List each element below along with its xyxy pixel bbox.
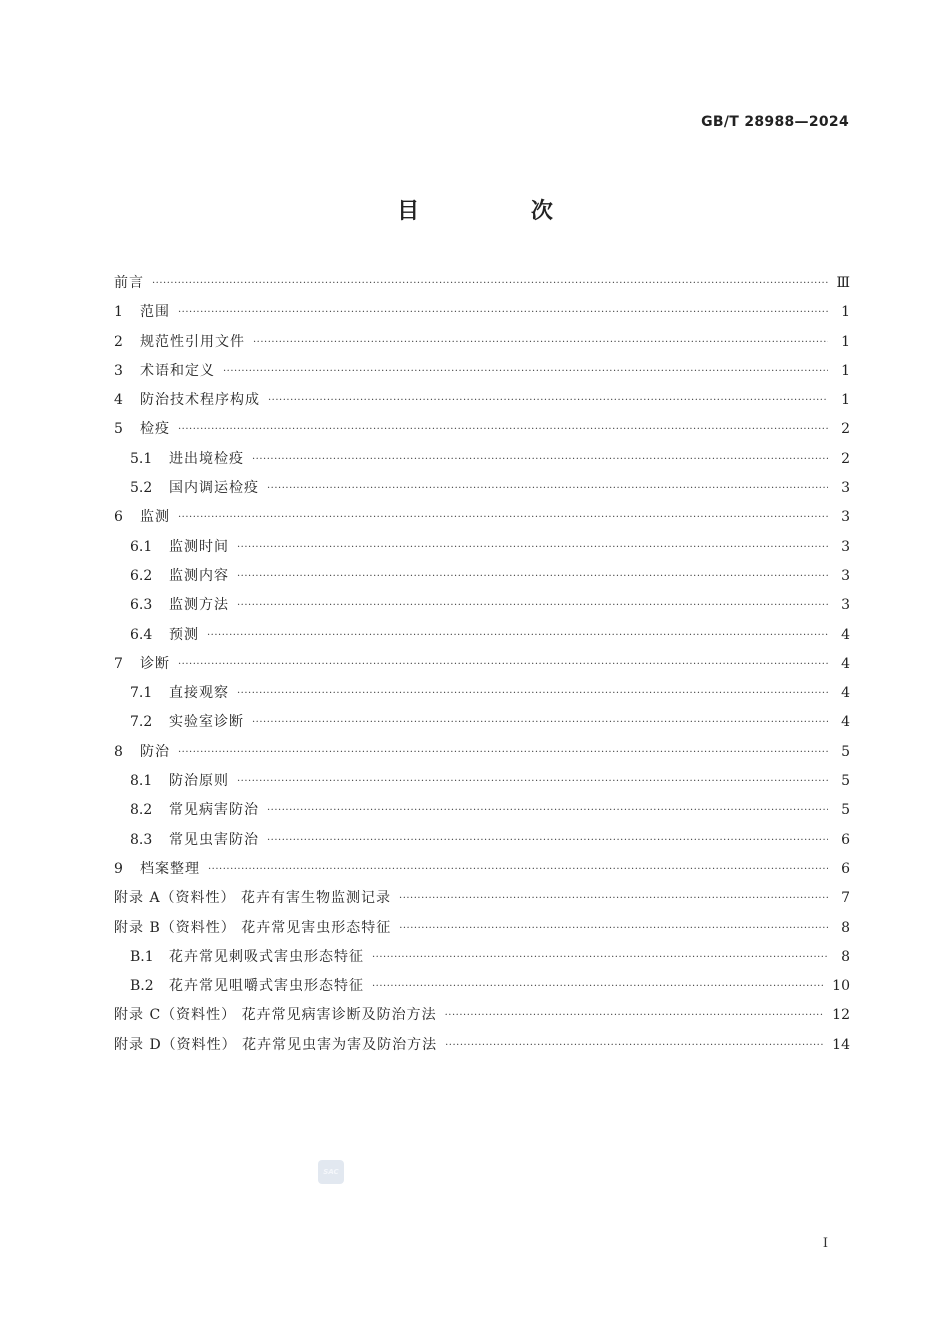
toc-entry-number: 6.4 <box>130 626 153 643</box>
toc-entry[interactable] <box>114 708 850 737</box>
toc-entry-number: 8.2 <box>130 802 153 819</box>
toc-entry-page: 6 <box>841 831 850 848</box>
toc-leader-dots <box>237 562 828 591</box>
toc-entry-title: 术语和定义 <box>140 362 215 379</box>
toc-entry-page: 3 <box>841 509 850 526</box>
toc-leader-dots <box>208 855 828 884</box>
toc-entry-number: 5.2 <box>130 480 153 497</box>
toc-entry-number: 6.2 <box>130 567 153 584</box>
toc-entry-title: 常见虫害防治 <box>169 831 259 848</box>
toc-entry-title: 范围 <box>140 304 170 321</box>
toc-entry-title: 防治 <box>140 743 170 760</box>
toc-entry[interactable] <box>114 474 850 503</box>
toc-entry-title: 国内调运检疫 <box>169 480 259 497</box>
toc-entry-page: 6 <box>841 860 850 877</box>
toc-leader-dots <box>178 650 828 679</box>
toc-entry[interactable] <box>114 562 850 591</box>
toc-entry[interactable] <box>114 415 850 444</box>
toc-entry-title: 附录 C（资料性） 花卉常见病害诊断及防治方法 <box>114 1007 437 1024</box>
toc-entry-number: 5 <box>114 421 123 438</box>
toc-leader-dots <box>152 269 828 298</box>
toc-entry[interactable] <box>114 621 850 650</box>
toc-entry-number: 7 <box>114 655 123 672</box>
toc-entry-page: Ⅲ <box>836 275 850 291</box>
toc-entry-title: 附录 B（资料性） 花卉常见害虫形态特征 <box>114 919 392 936</box>
toc-entry-number: 5.1 <box>130 450 153 467</box>
toc-entry-title: 诊断 <box>140 655 170 672</box>
toc-entry-title: 档案整理 <box>140 860 200 877</box>
standard-code: GB/T 28988—2024 <box>701 114 849 130</box>
page-number: I <box>822 1236 828 1251</box>
toc-entry-title: 附录 D（资料性） 花卉常见虫害为害及防治方法 <box>114 1036 438 1053</box>
toc-entry-title: 花卉常见咀嚼式害虫形态特征 <box>169 978 364 995</box>
toc-leader-dots <box>178 503 828 532</box>
toc-entry[interactable] <box>114 1031 850 1060</box>
sac-watermark-logo: SAC <box>318 1160 344 1184</box>
toc-leader-dots <box>372 972 824 1001</box>
toc-entry[interactable] <box>114 767 850 796</box>
toc-entry-page: 12 <box>832 1007 850 1024</box>
toc-leader-dots <box>399 884 828 913</box>
toc-entry-page: 5 <box>841 773 850 790</box>
toc-entry[interactable] <box>114 884 850 913</box>
toc-leader-dots <box>372 943 828 972</box>
toc-leader-dots <box>445 1001 825 1030</box>
toc-entry[interactable] <box>114 855 850 884</box>
toc-entry-page: 8 <box>841 948 850 965</box>
toc-entry-title: 监测 <box>140 509 170 526</box>
toc-entry[interactable] <box>114 357 850 386</box>
toc-entry-title: 规范性引用文件 <box>140 333 245 350</box>
toc-leader-dots <box>178 298 828 327</box>
toc-leader-dots <box>268 386 828 415</box>
toc-entry-number: 8.3 <box>130 831 153 848</box>
toc-entry[interactable] <box>114 269 850 298</box>
toc-entry[interactable] <box>114 650 850 679</box>
toc-leader-dots <box>267 826 828 855</box>
toc-entry-page: 1 <box>841 333 850 350</box>
toc-entry-page: 4 <box>841 626 850 643</box>
toc-entry[interactable] <box>114 445 850 474</box>
toc-entry-page: 3 <box>841 567 850 584</box>
toc-leader-dots <box>237 679 828 708</box>
toc-leader-dots <box>252 445 828 474</box>
toc-entry[interactable] <box>114 679 850 708</box>
toc-entry-number: 2 <box>114 333 123 350</box>
toc-entry-title: 花卉常见刺吸式害虫形态特征 <box>169 948 364 965</box>
toc-entry-title: 防治原则 <box>169 773 229 790</box>
toc-entry-title: 监测时间 <box>169 538 229 555</box>
toc-entry-page: 1 <box>841 392 850 409</box>
toc-entry[interactable] <box>114 503 850 532</box>
toc-entry-title: 前言 <box>114 275 144 291</box>
toc-entry[interactable] <box>114 1001 850 1030</box>
toc-entry-number: 1 <box>114 304 123 321</box>
toc-entry-title: 监测内容 <box>169 567 229 584</box>
page-title: 目 次 <box>397 199 605 224</box>
toc-entry-page: 2 <box>841 450 850 467</box>
toc-entry-number: 3 <box>114 362 123 379</box>
toc-entry[interactable] <box>114 533 850 562</box>
toc-entry-page: 8 <box>841 919 850 936</box>
toc-entry-title: 实验室诊断 <box>169 714 244 731</box>
toc-leader-dots <box>237 591 828 620</box>
toc-entry-page: 3 <box>841 538 850 555</box>
toc-entry-number: 6.3 <box>130 597 153 614</box>
toc-entry-number: 6.1 <box>130 538 153 555</box>
toc-leader-dots <box>267 796 828 825</box>
toc-entry-number: 8.1 <box>130 773 153 790</box>
toc-leader-dots <box>178 415 828 444</box>
toc-entry-number: B.2 <box>130 978 154 995</box>
toc-leader-dots <box>237 767 828 796</box>
toc-entry-number: 9 <box>114 860 123 877</box>
toc-entry-title: 直接观察 <box>169 685 229 702</box>
toc-leader-dots <box>207 621 828 650</box>
toc-entry-page: 3 <box>841 480 850 497</box>
toc-leader-dots <box>178 738 828 767</box>
toc-entry-title: 检疫 <box>140 421 170 438</box>
toc-entry-number: B.1 <box>130 948 154 965</box>
toc-entry[interactable] <box>114 972 850 1001</box>
toc-entry-number: 7.1 <box>130 685 153 702</box>
toc-entry-page: 7 <box>841 890 850 907</box>
toc-entry-page: 5 <box>841 743 850 760</box>
toc-entry-page: 5 <box>841 802 850 819</box>
toc-entry[interactable] <box>114 943 850 972</box>
toc-entry[interactable] <box>114 738 850 767</box>
toc-entry-title: 预测 <box>169 626 199 643</box>
toc-entry-title: 监测方法 <box>169 597 229 614</box>
toc-entry[interactable] <box>114 386 850 415</box>
toc-entry-number: 8 <box>114 743 123 760</box>
table-of-contents <box>114 269 850 1060</box>
toc-entry[interactable] <box>114 914 850 943</box>
toc-entry-page: 4 <box>841 714 850 731</box>
toc-entry-page: 4 <box>841 685 850 702</box>
toc-entry[interactable] <box>114 328 850 357</box>
toc-entry-title: 常见病害防治 <box>169 802 259 819</box>
toc-leader-dots <box>253 328 828 357</box>
toc-entry-number: 6 <box>114 509 123 526</box>
toc-leader-dots <box>237 533 828 562</box>
toc-entry-page: 14 <box>832 1036 850 1053</box>
toc-entry-title: 进出境检疫 <box>169 450 244 467</box>
toc-entry[interactable] <box>114 298 850 327</box>
toc-leader-dots <box>223 357 828 386</box>
toc-entry[interactable] <box>114 796 850 825</box>
toc-entry-page: 4 <box>841 655 850 672</box>
toc-leader-dots <box>399 914 828 943</box>
toc-entry[interactable] <box>114 591 850 620</box>
toc-entry-number: 4 <box>114 392 123 409</box>
toc-entry-title: 附录 A（资料性） 花卉有害生物监测记录 <box>114 890 392 907</box>
toc-entry-page: 2 <box>841 421 850 438</box>
toc-entry-page: 3 <box>841 597 850 614</box>
toc-entry-page: 1 <box>841 304 850 321</box>
toc-entry-title: 防治技术程序构成 <box>140 392 260 409</box>
toc-leader-dots <box>445 1031 824 1060</box>
toc-entry[interactable] <box>114 826 850 855</box>
toc-entry-page: 1 <box>841 362 850 379</box>
toc-entry-number: 7.2 <box>130 714 153 731</box>
toc-entry-page: 10 <box>832 978 850 995</box>
toc-leader-dots <box>267 474 828 503</box>
toc-leader-dots <box>252 708 828 737</box>
